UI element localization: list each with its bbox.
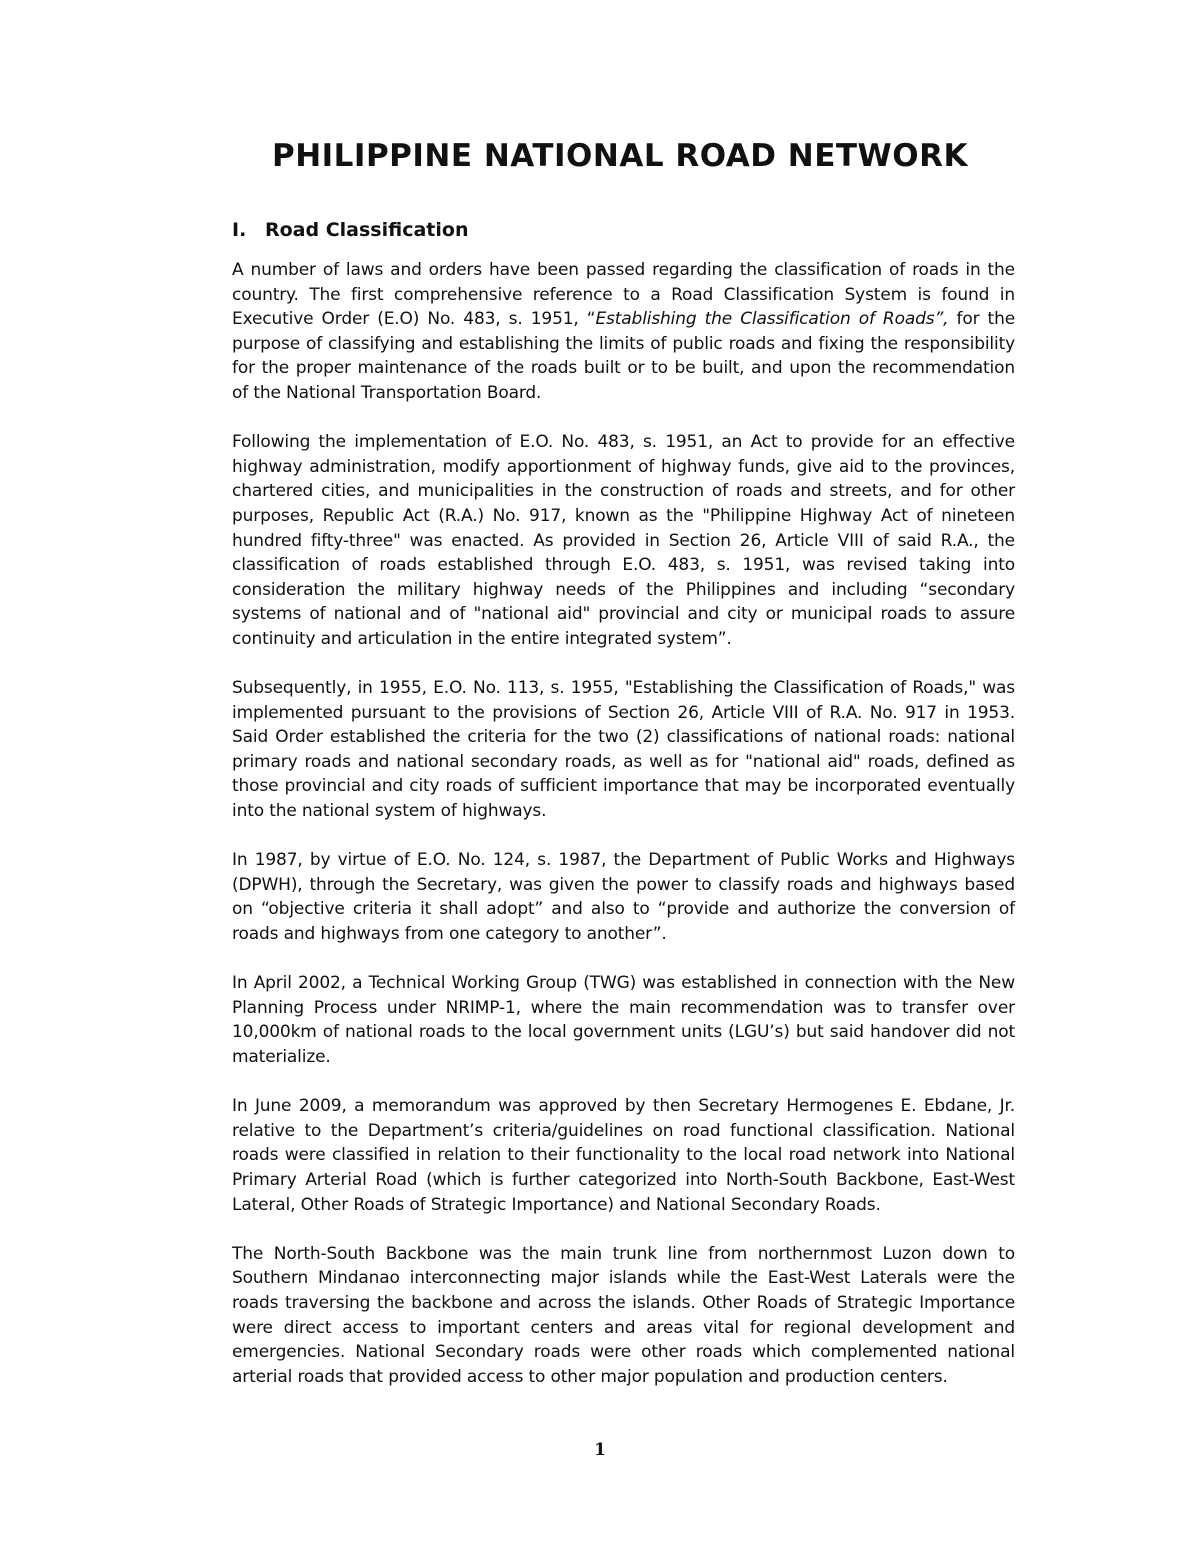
paragraph-7: The North-South Backbone was the main trunk line from northernmost Luzon down to Southern Mindanao interconnecting major islands while the East-West Laterals were the roads traversing the backbone and across the islands. Other Roads of Strategic Importance were direct access to important centers and areas vital for regional development and emergencies. National Secondary roads were other roads which complemented national arterial roads that provided access to other major population and production centers. [232, 1243, 1015, 1387]
section-heading-text: Road Classification [265, 219, 469, 241]
paragraph-5: In April 2002, a Technical Working Group (TWG) was established in connection with the New Planning Process under NRIMP-1, where the main recommendation was to transfer over 10,000km of national roads to the local government units (LGU’s) but said handover did not materialize. [232, 973, 1015, 1067]
paragraph-6: In June 2009, a memorandum was approved by then Secretary Hermogenes E. Ebdane, Jr. relative to the Department’s criteria/guidelines on road functional classification. National roads were classified in relation to their functionality to the local road network into National Primary Arterial Road (which is further categorized into North-South Backbone, East-West Lateral, Other Roads of Strategic Importance) and National Secondary Roads. [232, 1096, 1015, 1215]
paragraph-2: Following the implementation of E.O. No. 483, s. 1951, an Act to provide for an effective highway administration, modify apportionment of highway funds, give aid to the provinces, chartered cities, and municipalities in the construction of roads and streets, and for other purposes, Republic Act (R.A.) No. 917, known as the "Philippine Highway Act of nineteen hundred fifty-three" was enacted. As provided in Section 26, Article VIII of said R.A., the classification of roads established through E.O. 483, s. 1951, was revised taking into consideration the military highway needs of the Philippines and including “secondary systems of national and of "national aid" provincial and city or municipal roads to assure continuity and articulation in the entire integrated system”. [232, 432, 1015, 649]
paragraph-1-italic-title: Establishing the Classification of Roads”, [595, 309, 949, 330]
section-heading [232, 219, 468, 241]
paragraph-1-start: A number of laws and orders have been passed regarding the classification of roads in the country. The first comprehensive reference to a Road Classification System is found in Executive Order (E.O) No. 483, s. 1951, “ [232, 260, 1015, 330]
paragraph-1-end: for the purpose of classifying and establishing the limits of public roads and fixing the responsibility for the proper maintenance of the roads built or to be built, and upon the recommendation of the National Transportation Board. [232, 309, 1015, 403]
page-number: 1 [594, 1440, 606, 1460]
body-text [232, 258, 1015, 1414]
section-number: I. [232, 219, 247, 241]
paragraph-4: In 1987, by virtue of E.O. No. 124, s. 1987, the Department of Public Works and Highways (DPWH), through the Secretary, was given the power to classify roads and highways based on “objective criteria it shall adopt” and also to “provide and authorize the conversion of roads and highways from one category to another”. [232, 850, 1015, 945]
document-title: PHILIPPINE NATIONAL ROAD NETWORK [271, 138, 969, 174]
paragraph-1 [232, 258, 1015, 406]
paragraph-3: Subsequently, in 1955, E.O. No. 113, s. 1955, "Establishing the Classification of Roads," was implemented pursuant to the provisions of Section 26, Article VIII of R.A. No. 917 in 1953. Said Order established the criteria for the two (2) classifications of national roads: national primary roads and national secondary roads, as well as for "national aid" roads, defined as those provincial and city roads of sufficient importance that may be incorporated eventually into the national system of highways. [232, 678, 1015, 822]
